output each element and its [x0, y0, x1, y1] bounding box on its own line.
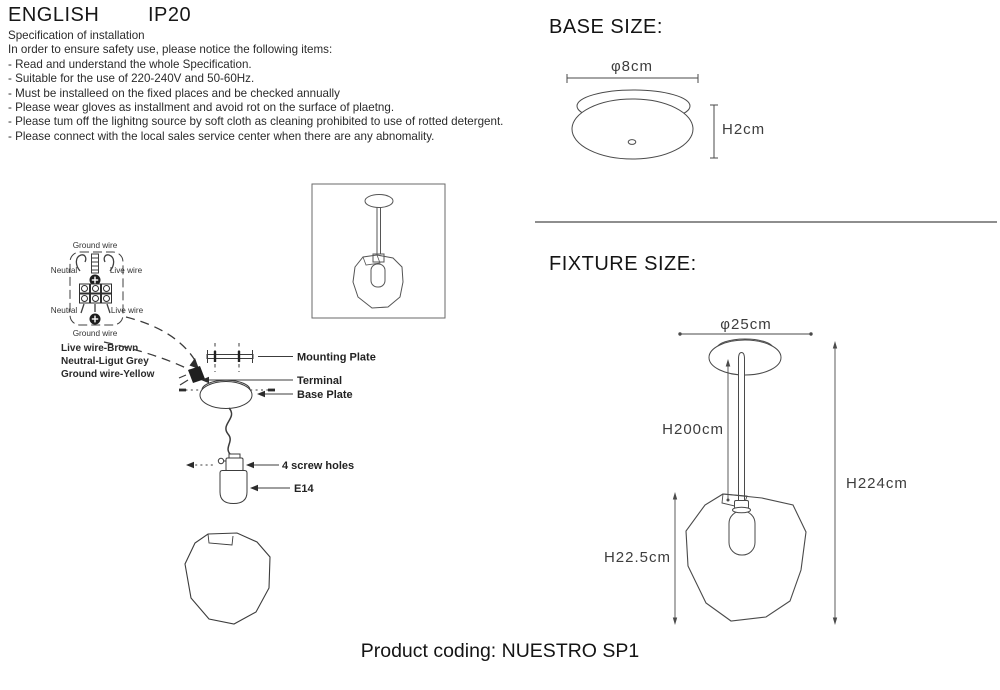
language-label: ENGLISH	[8, 4, 100, 26]
wire-color-legend	[61, 343, 155, 380]
lamp-holder	[218, 454, 247, 504]
neutral-bottom-label: Neutral	[50, 306, 78, 315]
base-plate-label: Base Plate	[297, 389, 353, 401]
fixture-size-diagram	[600, 300, 1000, 640]
terminal-label: Terminal	[297, 375, 343, 387]
base-height-label: H2cm	[722, 121, 766, 138]
spec-item: - Must be installeed on the fixed places and be checked annually	[8, 86, 340, 100]
screw-holes-label: 4 screw holes	[282, 460, 355, 472]
installation-diagram	[0, 170, 520, 640]
base-size-diagram	[530, 50, 1000, 170]
fixture-size-title: FIXTURE SIZE:	[549, 253, 697, 275]
terminal-block-cells	[80, 284, 112, 303]
total-height-label: H224cm	[846, 475, 908, 492]
bulb	[729, 511, 755, 555]
spec-item: - Read and understand the whole Specification.	[8, 57, 252, 71]
ground-wire-bottom-label: Ground wire	[72, 329, 118, 338]
live-wire-top-label: Live wire	[109, 266, 143, 275]
mounting-plate-label: Mounting Plate	[297, 351, 376, 364]
legend-ground: Ground wire-Yellow	[61, 369, 155, 380]
pendant-overview-box	[312, 184, 445, 318]
wiring-terminal-diagram	[51, 241, 144, 338]
rod-height-label: H200cm	[662, 421, 724, 438]
base-plate-body	[572, 99, 693, 159]
spec-item: - Suitable for the use of 220-240V and 50-60Hz.	[8, 72, 255, 86]
legend-neutral: Neutral-Ligut Grey	[61, 356, 149, 367]
legend-live: Live wire-Brown	[61, 343, 139, 354]
spec-item: - Please connect with the local sales service center when there are any abnomality.	[8, 129, 435, 143]
section-divider	[535, 221, 997, 223]
specification-text-block	[8, 29, 503, 144]
fixture-diameter-label: φ25cm	[720, 316, 772, 333]
product-coding: Product coding: NUESTRO SP1	[360, 640, 640, 662]
glass-shade-outline	[185, 533, 270, 624]
ip-rating-label: IP20	[148, 4, 192, 26]
suspension-rod	[739, 353, 745, 507]
spec-item: - Please tum off the lighitng source by soft cloth as cleaning prohibited to use of rotted detergent.	[8, 115, 504, 129]
power-cord	[226, 408, 232, 456]
socket-type-label: E14	[294, 483, 314, 495]
base-diameter-label: φ8cm	[610, 58, 654, 75]
ground-wire-top-label: Ground wire	[72, 241, 118, 250]
spec-item: - Please wear gloves as installment and avoid rot on the surface of plaetng.	[8, 101, 395, 115]
shade-height-label: H22.5cm	[603, 549, 671, 566]
spec-title: Specification of installation	[8, 29, 145, 42]
spec-intro: In order to ensure safety use, please notice the following items:	[8, 43, 333, 57]
base-size-title: BASE SIZE:	[549, 16, 663, 38]
live-wire-bottom-label: Live wire	[110, 306, 144, 315]
assembly-diagram	[179, 343, 376, 624]
neutral-top-label: Neutral	[50, 266, 78, 275]
